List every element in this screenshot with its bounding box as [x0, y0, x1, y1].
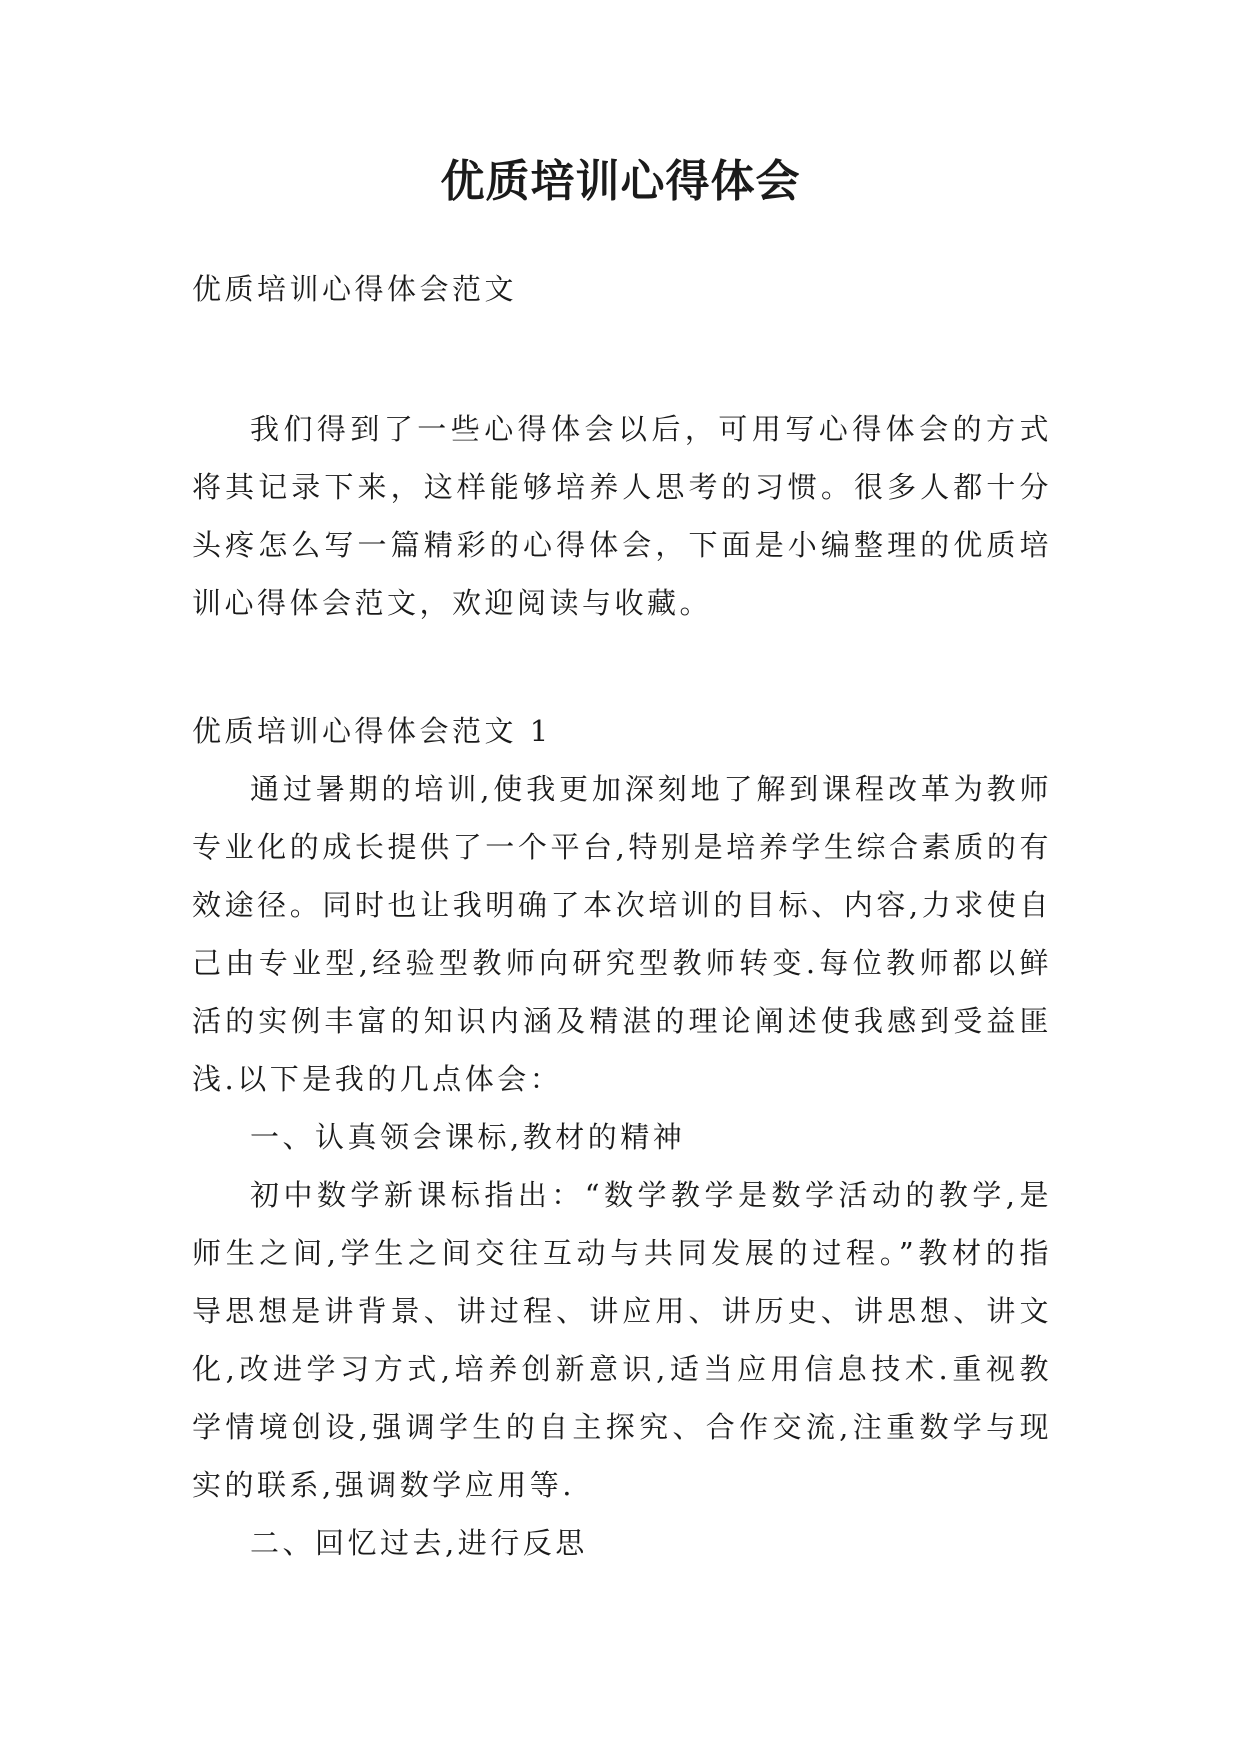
subtitle-block: [192, 260, 1052, 318]
body-paragraph: 通过暑期的培训,使我更加深刻地了解到课程改革为教师专业化的成长提供了一个平台,特别是培养学生综合素质的有效途径。同时也让我明确了本次培训的目标、内容,力求使自己由专业型,经验型教师向研究型教师转变.每位教师都以鲜活的实例丰富的知识内涵及精湛的理论阐述使我感到受益匪浅.以下是我的几点体会：: [192, 772, 1052, 1096]
document-subtitle: 优质培训心得体会范文: [192, 272, 518, 306]
section-heading: 优质培训心得体会范文 1: [192, 714, 552, 748]
intro-block: [192, 400, 1052, 632]
point-heading-1: 一、认真领会课标,教材的精神: [250, 1120, 686, 1154]
body-section: [192, 702, 1052, 1572]
point-heading-2: 二、回忆过去,进行反思: [250, 1526, 588, 1560]
intro-paragraph: 我们得到了一些心得体会以后，可用写心得体会的方式将其记录下来，这样能够培养人思考的习惯。很多人都十分头疼怎么写一篇精彩的心得体会，下面是小编整理的优质培训心得体会范文，欢迎阅读与收藏。: [192, 412, 1052, 620]
document-title: 优质培训心得体会: [440, 156, 801, 207]
body-paragraph: 初中数学新课标指出：“数学教学是数学活动的教学,是师生之间,学生之间交往互动与共同发展的过程。”教材的指导思想是讲背景、讲过程、讲应用、讲历史、讲思想、讲文化,改进学习方式,培养创新意识,适当应用信息技术.重视教学情境创设,强调学生的自主探究、合作交流,注重数学与现实的联系,强调数学应用等.: [192, 1178, 1052, 1502]
